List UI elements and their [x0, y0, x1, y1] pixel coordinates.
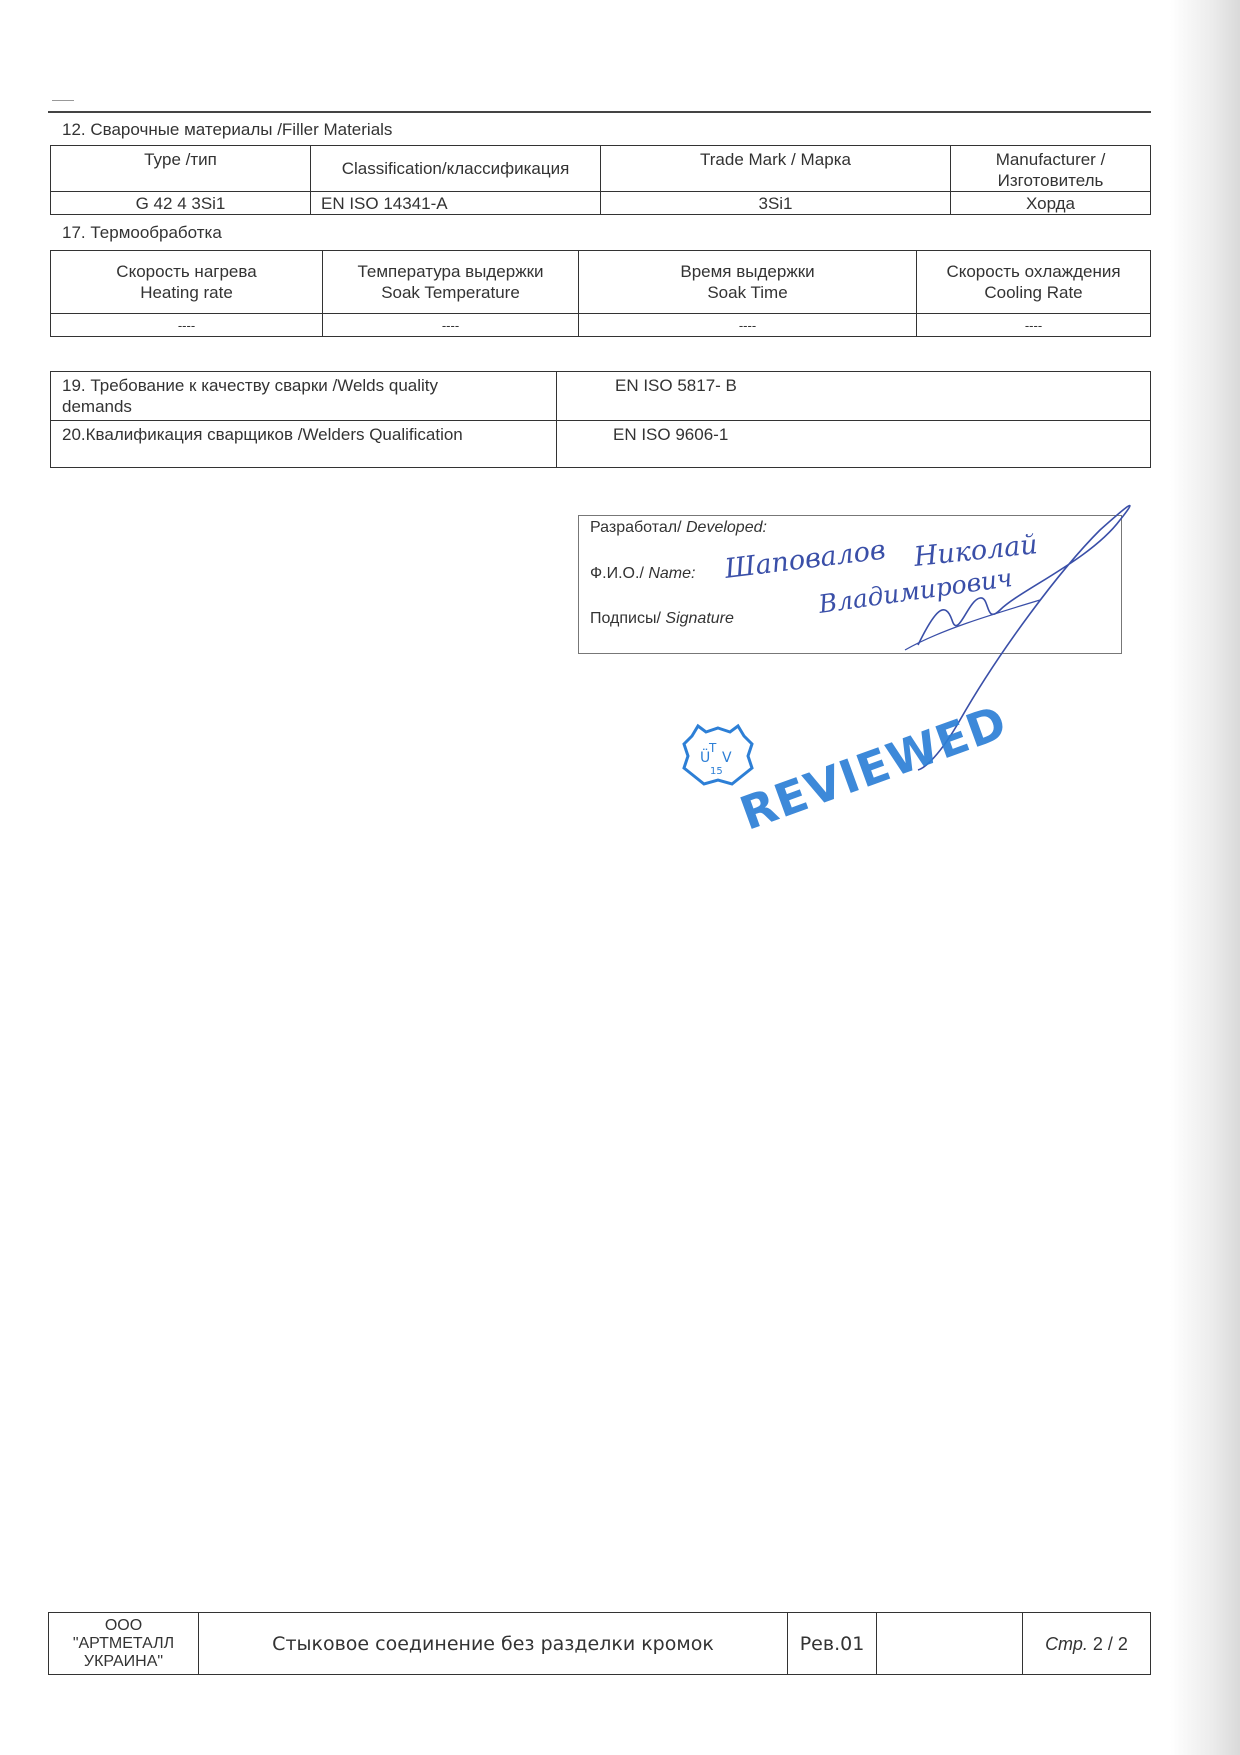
tuv-logo-letter-left: Ü	[700, 750, 711, 766]
header-manufacturer	[951, 146, 1151, 192]
header-soak-temperature-ru: Температура выдержки	[357, 262, 544, 281]
header-manufacturer-ru: Изготовитель	[997, 171, 1104, 190]
row20-value: EN ISO 9606-1	[557, 421, 1151, 468]
header-classification: Classification/классификация	[311, 146, 601, 192]
header-cooling-rate-ru: Скорость охлаждения	[946, 262, 1121, 281]
cell-manufacturer: Хорда	[951, 192, 1151, 215]
signature-line	[590, 610, 734, 628]
cell-cooling-rate: ----	[917, 314, 1151, 337]
developed-label-ru: Разработал/	[590, 519, 682, 536]
row20-label: 20.Квалификация сварщиков /Welders Qualification	[51, 421, 557, 468]
header-soak-temperature	[323, 251, 579, 314]
cell-classification: EN ISO 14341-A	[311, 192, 601, 215]
name-line	[590, 565, 695, 583]
cell-soak-temperature: ----	[323, 314, 579, 337]
section-17-title: 17. Термообработка	[62, 223, 222, 242]
developed-line	[590, 519, 767, 537]
handwritten-firstname: Николай	[912, 529, 1040, 573]
footer-company-line3: УКРАИНА"	[83, 1652, 164, 1670]
tuv-logo-letter-right: V	[722, 750, 732, 766]
footer-blank	[877, 1613, 1023, 1675]
footer-company	[49, 1613, 199, 1675]
signature-label-en: Signature	[665, 610, 734, 627]
footer-page-number: 2 / 2	[1092, 1633, 1128, 1654]
name-label-ru: Ф.И.О./	[590, 565, 644, 582]
footer-revision: Рев.01	[788, 1613, 877, 1675]
cell-type: G 42 4 3Si1	[51, 192, 311, 215]
top-rule	[48, 111, 1151, 113]
row19-label-line2: demands	[62, 397, 132, 416]
cell-soak-time: ----	[579, 314, 917, 337]
header-soak-time-en: Soak Time	[707, 283, 788, 302]
header-cooling-rate	[917, 251, 1151, 314]
header-soak-time	[579, 251, 917, 314]
cell-heating-rate: ----	[51, 314, 323, 337]
header-manufacturer-en: Manufacturer /	[995, 150, 1106, 169]
tuv-logo-letter-top: T	[709, 741, 717, 755]
name-label-en: Name:	[648, 565, 696, 582]
signature-box	[578, 515, 1122, 654]
scan-edge-shadow	[1170, 0, 1240, 1755]
header-type: Type /тип	[51, 146, 311, 192]
footer-company-line2: "АРТМЕТАЛЛ	[72, 1634, 175, 1652]
footer-company-line1: ООО	[104, 1616, 143, 1634]
row19-value: EN ISO 5817- B	[557, 372, 1151, 421]
header-heating-rate	[51, 251, 323, 314]
footer-page	[1023, 1613, 1151, 1675]
row19-label	[51, 372, 557, 421]
header-heating-rate-en: Heating rate	[140, 283, 233, 302]
header-heating-rate-ru: Скорость нагрева	[116, 262, 257, 281]
quality-requirements-table	[50, 371, 1151, 468]
footer-page-prefix: Стр.	[1045, 1633, 1088, 1654]
handwritten-surname: Шаповалов	[723, 534, 888, 585]
header-cooling-rate-en: Cooling Rate	[984, 283, 1083, 302]
footer-doc-title: Стыковое соединение без разделки кромок	[199, 1613, 788, 1675]
row19-label-line1: 19. Требование к качеству сварки /Welds quality	[62, 376, 439, 395]
header-soak-time-ru: Время выдержки	[680, 262, 815, 281]
tuv-logo-icon	[678, 722, 758, 792]
cell-trade-mark: 3Si1	[601, 192, 951, 215]
filler-materials-table	[50, 145, 1151, 215]
signature-label-ru: Подписы/	[590, 610, 661, 627]
developed-label-en: Developed:	[685, 519, 767, 536]
footer-table	[48, 1612, 1151, 1675]
heat-treatment-table	[50, 250, 1151, 337]
tuv-logo-number: 15	[710, 766, 723, 777]
handwritten-patronymic: Владимирович	[816, 563, 1015, 619]
header-soak-temperature-en: Soak Temperature	[381, 283, 520, 302]
scan-mark	[52, 100, 74, 101]
reviewed-stamp: REVIEWED	[733, 694, 1014, 841]
header-trade-mark: Trade Mark / Марка	[601, 146, 951, 192]
section-12-title: 12. Сварочные материалы /Filler Materials	[62, 120, 393, 139]
